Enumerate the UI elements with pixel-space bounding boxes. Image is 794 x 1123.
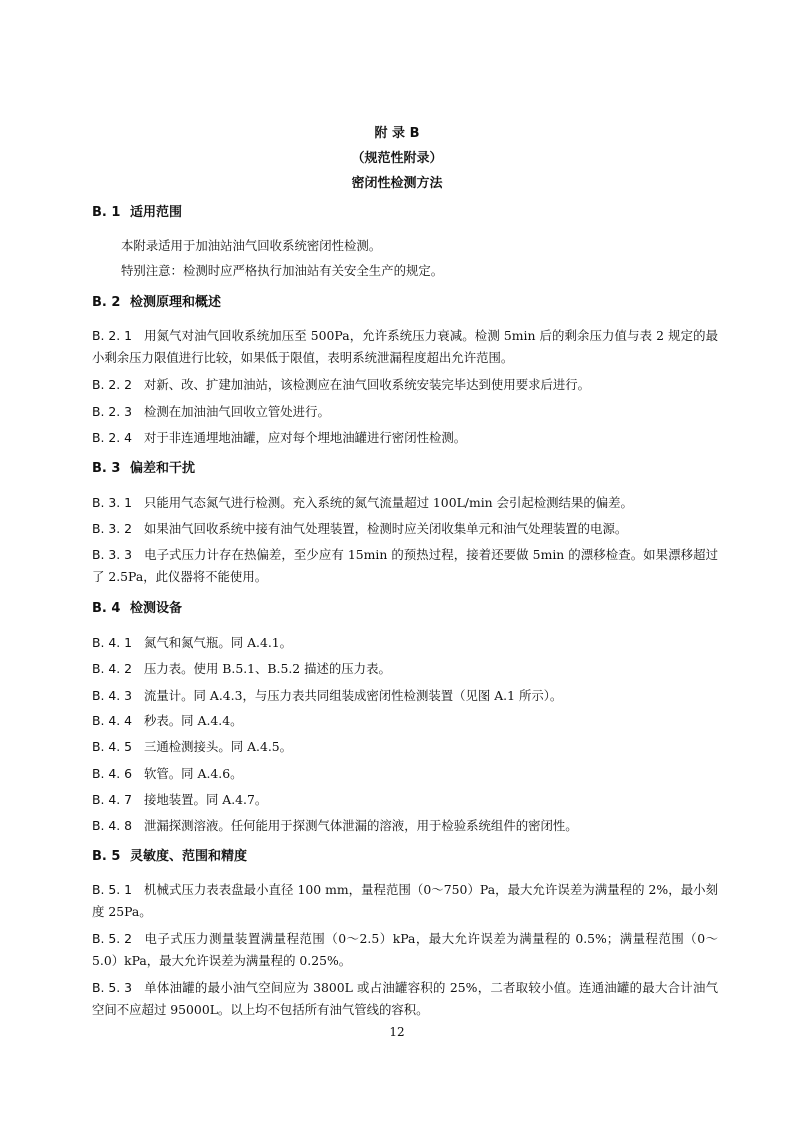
section-title: 检测原理和概述: [130, 295, 222, 310]
clause-number: B. 4. 8: [92, 818, 133, 833]
clause-number: B. 3. 1: [92, 495, 133, 510]
clause-text: 检测在加油油气回收立管处进行。: [144, 404, 330, 419]
clause-text: 软管。同 A.4.6。: [144, 766, 243, 781]
paragraph: 特别注意：检测时应严格执行加油站有关安全生产的规定。: [121, 263, 444, 278]
section-heading-b5: [92, 849, 712, 865]
page-number: 12: [389, 1025, 405, 1039]
clause-number: B. 2. 3: [92, 404, 133, 419]
clause-b-5-3: [92, 977, 718, 1021]
paragraph: 本附录适用于加油站油气回收系统密闭性检测。: [121, 238, 382, 253]
clause-b-4-5: [92, 736, 718, 758]
clause-text: 用氮气对油气回收系统加压至 500Pa，允许系统压力衰减。检测 5min 后的剩余压力值与表 2 规定的最小剩余压力限值进行比较，如果低于限值，表明系统泄漏程度超出允许范围。: [92, 328, 718, 365]
section-heading-b4: [92, 601, 712, 617]
clause-b-4-7: [92, 789, 718, 811]
clause-number: B. 4. 2: [92, 661, 133, 676]
section-title: 检测设备: [130, 601, 183, 616]
section-title: 偏差和干扰: [130, 461, 196, 476]
clause-number: B. 2. 2: [92, 377, 133, 392]
clause-text: 流量计。同 A.4.3，与压力表共同组装成密闭性检测装置（见图 A.1 所示）。: [144, 688, 563, 703]
clause-number: B. 4. 5: [92, 739, 133, 754]
clause-text: 如果油气回收系统中接有油气处理装置，检测时应关闭收集单元和油气处理装置的电源。: [144, 521, 628, 536]
clause-text: 压力表。使用 B.5.1、B.5.2 描述的压力表。: [144, 661, 391, 676]
clause-text: 单体油罐的最小油气空间应为 3800L 或占油罐容积的 25%，二者取较小值。连通油罐的最大合计油气空间不应超过 95000L。以上均不包括所有油气管线的容积。: [92, 980, 718, 1017]
clause-b-2-1: [92, 325, 718, 369]
clause-number: B. 4. 3: [92, 688, 133, 703]
clause-number: B. 2. 1: [92, 328, 133, 343]
clause-b-2-4: [92, 427, 718, 449]
clause-number: B. 5. 1: [92, 882, 133, 897]
section-number: B. 1: [92, 205, 121, 220]
clause-b-2-2: [92, 374, 718, 396]
clause-text: 三通检测接头。同 A.4.5。: [144, 739, 293, 754]
clause-text: 秒表。同 A.4.4。: [144, 713, 243, 728]
section-number: B. 4: [92, 601, 121, 616]
clause-text: 对新、改、扩建加油站，该检测应在油气回收系统安装完毕达到使用要求后进行。: [144, 377, 591, 392]
clause-number: B. 3. 3: [92, 547, 133, 562]
clause-b-4-2: [92, 658, 718, 680]
clause-b-3-3: [92, 544, 718, 588]
appendix-label: 附 录 B: [374, 126, 420, 141]
clause-number: B. 5. 2: [92, 931, 133, 946]
clause-number: B. 4. 7: [92, 792, 133, 807]
clause-text: 接地装置。同 A.4.7。: [144, 792, 268, 807]
clause-b-5-2: [92, 928, 718, 972]
clause-number: B. 4. 1: [92, 635, 133, 650]
section-title: 适用范围: [130, 205, 183, 220]
appendix-nature: （规范性附录）: [351, 151, 443, 166]
clause-number: B. 5. 3: [92, 980, 133, 995]
section-number: B. 5: [92, 849, 121, 864]
section-number: B. 3: [92, 461, 121, 476]
clause-number: B. 4. 4: [92, 713, 133, 728]
clause-b-4-3: [92, 685, 718, 707]
clause-text: 电子式压力测量装置满量程范围（0～2.5）kPa，最大允许误差为满量程的 0.5%；满量程范围（0～5.0）kPa，最大允许误差为满量程的 0.25%。: [92, 931, 718, 968]
section-heading-b1: [92, 205, 712, 221]
clause-text: 氮气和氮气瓶。同 A.4.1。: [144, 635, 293, 650]
clause-b-3-2: [92, 518, 718, 540]
clause-b-4-6: [92, 763, 718, 785]
clause-b-4-8: [92, 815, 718, 837]
clause-number: B. 3. 2: [92, 521, 133, 536]
clause-b-2-3: [92, 401, 718, 423]
clause-text: 泄漏探测溶液。任何能用于探测气体泄漏的溶液，用于检验系统组件的密闭性。: [144, 818, 578, 833]
section-heading-b2: [92, 295, 712, 311]
section-number: B. 2: [92, 295, 121, 310]
section-heading-b3: [92, 461, 712, 477]
clause-number: B. 4. 6: [92, 766, 133, 781]
appendix-title: 密闭性检测方法: [351, 176, 443, 191]
clause-text: 对于非连通埋地油罐，应对每个埋地油罐进行密闭性检测。: [144, 430, 467, 445]
clause-b-5-1: [92, 879, 718, 923]
section-title: 灵敏度、范围和精度: [130, 849, 248, 864]
clause-number: B. 2. 4: [92, 430, 133, 445]
clause-text: 只能用气态氮气进行检测。充入系统的氮气流量超过 100L/min 会引起检测结果的偏差。: [144, 495, 633, 510]
clause-b-3-1: [92, 492, 718, 514]
clause-text: 电子式压力计存在热偏差，至少应有 15min 的预热过程，接着还要做 5min 的漂移检查。如果漂移超过了 2.5Pa，此仪器将不能使用。: [92, 547, 718, 584]
clause-b-4-4: [92, 710, 718, 732]
clause-b-4-1: [92, 632, 718, 654]
clause-text: 机械式压力表表盘最小直径 100 mm，量程范围（0～750）Pa，最大允许误差为满量程的 2%，最小刻度 25Pa。: [92, 882, 718, 919]
